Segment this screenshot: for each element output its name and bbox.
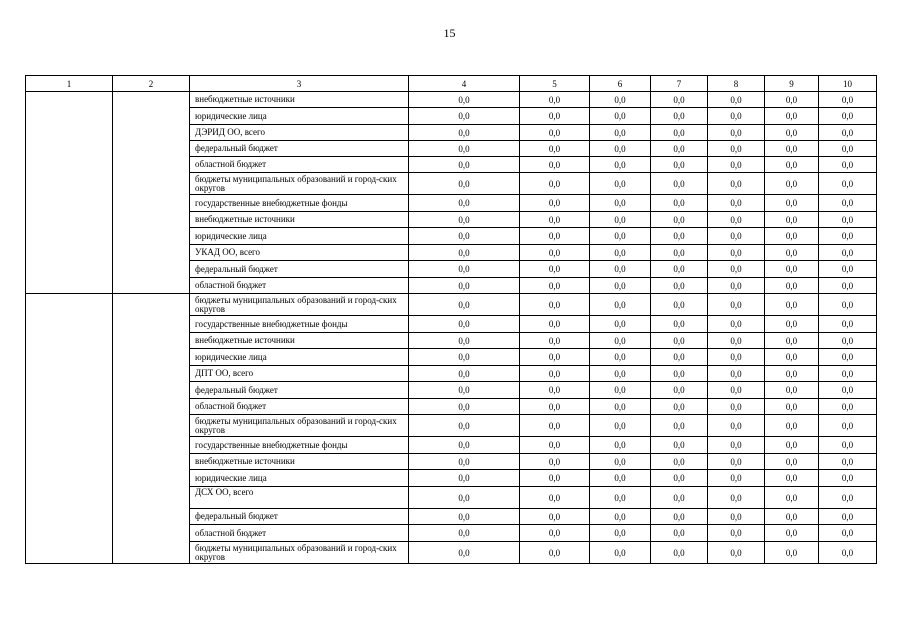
value-cell: 0,0	[520, 125, 590, 141]
value-cell: 0,0	[819, 415, 877, 437]
value-cell: 0,0	[651, 141, 708, 157]
value-cell: 0,0	[520, 212, 590, 228]
value-cell: 0,0	[708, 415, 765, 437]
row-label: юридические лица	[190, 228, 409, 245]
value-cell: 0,0	[520, 437, 590, 454]
value-cell: 0,0	[765, 399, 819, 415]
value-cell: 0,0	[819, 487, 877, 509]
row-label: ДПТ ОО, всего	[190, 366, 409, 382]
value-cell: 0,0	[765, 509, 819, 525]
value-cell: 0,0	[819, 382, 877, 399]
value-cell: 0,0	[409, 195, 520, 212]
value-cell: 0,0	[819, 108, 877, 125]
value-cell: 0,0	[651, 228, 708, 245]
column-header: 2	[113, 76, 190, 92]
value-cell: 0,0	[765, 542, 819, 564]
value-cell: 0,0	[409, 415, 520, 437]
row-label: юридические лица	[190, 470, 409, 487]
value-cell: 0,0	[651, 542, 708, 564]
value-cell: 0,0	[590, 195, 651, 212]
value-cell: 0,0	[765, 316, 819, 333]
value-cell: 0,0	[409, 333, 520, 349]
row-label: федеральный бюджет	[190, 509, 409, 525]
value-cell: 0,0	[590, 437, 651, 454]
value-cell: 0,0	[819, 349, 877, 366]
value-cell: 0,0	[520, 92, 590, 108]
value-cell: 0,0	[409, 382, 520, 399]
value-cell: 0,0	[819, 509, 877, 525]
value-cell: 0,0	[765, 173, 819, 195]
value-cell: 0,0	[819, 399, 877, 415]
value-cell: 0,0	[819, 525, 877, 542]
value-cell: 0,0	[708, 157, 765, 173]
value-cell: 0,0	[708, 525, 765, 542]
value-cell: 0,0	[819, 542, 877, 564]
value-cell: 0,0	[765, 294, 819, 316]
value-cell: 0,0	[651, 509, 708, 525]
value-cell: 0,0	[708, 487, 765, 509]
value-cell: 0,0	[590, 278, 651, 294]
value-cell: 0,0	[819, 92, 877, 108]
page-number: 15	[443, 26, 456, 40]
row-label: внебюджетные источники	[190, 212, 409, 228]
column-header: 10	[819, 76, 877, 92]
value-cell: 0,0	[590, 399, 651, 415]
value-cell: 0,0	[765, 454, 819, 470]
value-cell: 0,0	[651, 487, 708, 509]
header-row	[26, 76, 877, 92]
value-cell: 0,0	[708, 542, 765, 564]
column-header: 4	[409, 76, 520, 92]
value-cell: 0,0	[520, 245, 590, 261]
value-cell: 0,0	[708, 382, 765, 399]
column-header: 9	[765, 76, 819, 92]
value-cell: 0,0	[651, 195, 708, 212]
value-cell: 0,0	[708, 509, 765, 525]
value-cell: 0,0	[651, 157, 708, 173]
row-label: бюджеты муниципальных образований и город-ских округов	[190, 415, 409, 437]
value-cell: 0,0	[520, 195, 590, 212]
value-cell: 0,0	[520, 470, 590, 487]
value-cell: 0,0	[590, 228, 651, 245]
row-label: ДСХ ОО, всего	[190, 487, 409, 509]
value-cell: 0,0	[651, 125, 708, 141]
value-cell: 0,0	[590, 294, 651, 316]
value-cell: 0,0	[409, 212, 520, 228]
row-label: бюджеты муниципальных образований и город-ских округов	[190, 294, 409, 316]
value-cell: 0,0	[520, 399, 590, 415]
value-cell: 0,0	[819, 278, 877, 294]
value-cell: 0,0	[651, 316, 708, 333]
value-cell: 0,0	[409, 92, 520, 108]
value-cell: 0,0	[765, 212, 819, 228]
column-header: 1	[26, 76, 113, 92]
value-cell: 0,0	[520, 108, 590, 125]
value-cell: 0,0	[819, 316, 877, 333]
value-cell: 0,0	[708, 92, 765, 108]
value-cell: 0,0	[520, 261, 590, 278]
merged-cell-col2	[113, 294, 190, 564]
value-cell: 0,0	[409, 366, 520, 382]
value-cell: 0,0	[708, 245, 765, 261]
row-label: юридические лица	[190, 108, 409, 125]
value-cell: 0,0	[590, 92, 651, 108]
row-label: УКАД ОО, всего	[190, 245, 409, 261]
value-cell: 0,0	[651, 454, 708, 470]
value-cell: 0,0	[708, 212, 765, 228]
value-cell: 0,0	[590, 261, 651, 278]
value-cell: 0,0	[651, 437, 708, 454]
value-cell: 0,0	[590, 366, 651, 382]
row-label: бюджеты муниципальных образований и город-ских округов	[190, 542, 409, 564]
value-cell: 0,0	[765, 108, 819, 125]
value-cell: 0,0	[708, 333, 765, 349]
value-cell: 0,0	[708, 366, 765, 382]
row-label: федеральный бюджет	[190, 141, 409, 157]
value-cell: 0,0	[765, 415, 819, 437]
value-cell: 0,0	[520, 487, 590, 509]
value-cell: 0,0	[651, 261, 708, 278]
value-cell: 0,0	[409, 157, 520, 173]
value-cell: 0,0	[651, 108, 708, 125]
value-cell: 0,0	[590, 333, 651, 349]
value-cell: 0,0	[765, 525, 819, 542]
value-cell: 0,0	[819, 261, 877, 278]
value-cell: 0,0	[409, 141, 520, 157]
column-header: 3	[190, 76, 409, 92]
value-cell: 0,0	[651, 212, 708, 228]
value-cell: 0,0	[819, 245, 877, 261]
row-label: областной бюджет	[190, 157, 409, 173]
value-cell: 0,0	[819, 173, 877, 195]
value-cell: 0,0	[708, 437, 765, 454]
value-cell: 0,0	[409, 399, 520, 415]
value-cell: 0,0	[651, 366, 708, 382]
value-cell: 0,0	[409, 316, 520, 333]
row-label: бюджеты муниципальных образований и город-ских округов	[190, 173, 409, 195]
value-cell: 0,0	[409, 349, 520, 366]
merged-cell-col1	[26, 92, 113, 294]
budget-table	[25, 75, 877, 564]
column-header: 6	[590, 76, 651, 92]
value-cell: 0,0	[819, 125, 877, 141]
value-cell: 0,0	[819, 228, 877, 245]
table-row	[26, 294, 877, 316]
value-cell: 0,0	[708, 349, 765, 366]
value-cell: 0,0	[708, 316, 765, 333]
value-cell: 0,0	[520, 333, 590, 349]
value-cell: 0,0	[590, 470, 651, 487]
value-cell: 0,0	[520, 454, 590, 470]
value-cell: 0,0	[590, 349, 651, 366]
value-cell: 0,0	[651, 294, 708, 316]
value-cell: 0,0	[819, 333, 877, 349]
value-cell: 0,0	[765, 333, 819, 349]
value-cell: 0,0	[590, 316, 651, 333]
value-cell: 0,0	[708, 261, 765, 278]
value-cell: 0,0	[765, 157, 819, 173]
value-cell: 0,0	[590, 382, 651, 399]
value-cell: 0,0	[765, 245, 819, 261]
value-cell: 0,0	[520, 349, 590, 366]
value-cell: 0,0	[409, 525, 520, 542]
row-label: ДЭРИД ОО, всего	[190, 125, 409, 141]
value-cell: 0,0	[708, 173, 765, 195]
value-cell: 0,0	[520, 415, 590, 437]
row-label: государственные внебюджетные фонды	[190, 195, 409, 212]
value-cell: 0,0	[590, 245, 651, 261]
value-cell: 0,0	[651, 525, 708, 542]
merged-cell-col1	[26, 294, 113, 564]
value-cell: 0,0	[590, 509, 651, 525]
value-cell: 0,0	[651, 415, 708, 437]
value-cell: 0,0	[651, 333, 708, 349]
value-cell: 0,0	[765, 487, 819, 509]
value-cell: 0,0	[409, 470, 520, 487]
table-row	[26, 92, 877, 108]
value-cell: 0,0	[520, 366, 590, 382]
column-header: 7	[651, 76, 708, 92]
value-cell: 0,0	[651, 92, 708, 108]
value-cell: 0,0	[765, 437, 819, 454]
value-cell: 0,0	[409, 261, 520, 278]
value-cell: 0,0	[409, 294, 520, 316]
value-cell: 0,0	[409, 487, 520, 509]
value-cell: 0,0	[765, 141, 819, 157]
value-cell: 0,0	[651, 349, 708, 366]
value-cell: 0,0	[409, 437, 520, 454]
value-cell: 0,0	[765, 278, 819, 294]
value-cell: 0,0	[409, 125, 520, 141]
row-label: федеральный бюджет	[190, 261, 409, 278]
value-cell: 0,0	[409, 509, 520, 525]
value-cell: 0,0	[651, 245, 708, 261]
value-cell: 0,0	[590, 454, 651, 470]
value-cell: 0,0	[520, 509, 590, 525]
value-cell: 0,0	[520, 382, 590, 399]
row-label: государственные внебюджетные фонды	[190, 437, 409, 454]
merged-cell-col2	[113, 92, 190, 294]
value-cell: 0,0	[708, 141, 765, 157]
value-cell: 0,0	[765, 228, 819, 245]
value-cell: 0,0	[819, 366, 877, 382]
value-cell: 0,0	[590, 108, 651, 125]
value-cell: 0,0	[708, 108, 765, 125]
value-cell: 0,0	[590, 525, 651, 542]
row-label: областной бюджет	[190, 399, 409, 415]
value-cell: 0,0	[520, 525, 590, 542]
row-label: юридические лица	[190, 349, 409, 366]
value-cell: 0,0	[520, 173, 590, 195]
column-header: 8	[708, 76, 765, 92]
value-cell: 0,0	[520, 157, 590, 173]
value-cell: 0,0	[708, 454, 765, 470]
value-cell: 0,0	[708, 399, 765, 415]
value-cell: 0,0	[819, 212, 877, 228]
value-cell: 0,0	[819, 437, 877, 454]
row-label: внебюджетные источники	[190, 454, 409, 470]
value-cell: 0,0	[651, 470, 708, 487]
value-cell: 0,0	[819, 454, 877, 470]
value-cell: 0,0	[651, 173, 708, 195]
value-cell: 0,0	[765, 470, 819, 487]
value-cell: 0,0	[708, 195, 765, 212]
value-cell: 0,0	[590, 125, 651, 141]
value-cell: 0,0	[819, 294, 877, 316]
value-cell: 0,0	[765, 261, 819, 278]
value-cell: 0,0	[590, 173, 651, 195]
value-cell: 0,0	[590, 542, 651, 564]
value-cell: 0,0	[765, 382, 819, 399]
value-cell: 0,0	[819, 470, 877, 487]
value-cell: 0,0	[708, 294, 765, 316]
value-cell: 0,0	[520, 228, 590, 245]
value-cell: 0,0	[409, 108, 520, 125]
value-cell: 0,0	[819, 141, 877, 157]
value-cell: 0,0	[409, 173, 520, 195]
row-label: областной бюджет	[190, 525, 409, 542]
value-cell: 0,0	[520, 316, 590, 333]
value-cell: 0,0	[765, 366, 819, 382]
value-cell: 0,0	[765, 195, 819, 212]
value-cell: 0,0	[590, 487, 651, 509]
value-cell: 0,0	[520, 542, 590, 564]
value-cell: 0,0	[590, 141, 651, 157]
value-cell: 0,0	[819, 195, 877, 212]
value-cell: 0,0	[765, 349, 819, 366]
row-label: федеральный бюджет	[190, 382, 409, 399]
value-cell: 0,0	[409, 245, 520, 261]
value-cell: 0,0	[590, 157, 651, 173]
value-cell: 0,0	[765, 92, 819, 108]
value-cell: 0,0	[819, 157, 877, 173]
value-cell: 0,0	[520, 278, 590, 294]
value-cell: 0,0	[590, 212, 651, 228]
value-cell: 0,0	[520, 141, 590, 157]
row-label: внебюджетные источники	[190, 333, 409, 349]
value-cell: 0,0	[520, 294, 590, 316]
row-label: государственные внебюджетные фонды	[190, 316, 409, 333]
row-label: внебюджетные источники	[190, 92, 409, 108]
value-cell: 0,0	[651, 278, 708, 294]
column-header: 5	[520, 76, 590, 92]
row-label: областной бюджет	[190, 278, 409, 294]
value-cell: 0,0	[409, 228, 520, 245]
value-cell: 0,0	[651, 382, 708, 399]
value-cell: 0,0	[708, 125, 765, 141]
value-cell: 0,0	[708, 470, 765, 487]
value-cell: 0,0	[651, 399, 708, 415]
value-cell: 0,0	[708, 278, 765, 294]
value-cell: 0,0	[409, 542, 520, 564]
value-cell: 0,0	[708, 228, 765, 245]
value-cell: 0,0	[409, 278, 520, 294]
value-cell: 0,0	[590, 415, 651, 437]
value-cell: 0,0	[765, 125, 819, 141]
value-cell: 0,0	[409, 454, 520, 470]
